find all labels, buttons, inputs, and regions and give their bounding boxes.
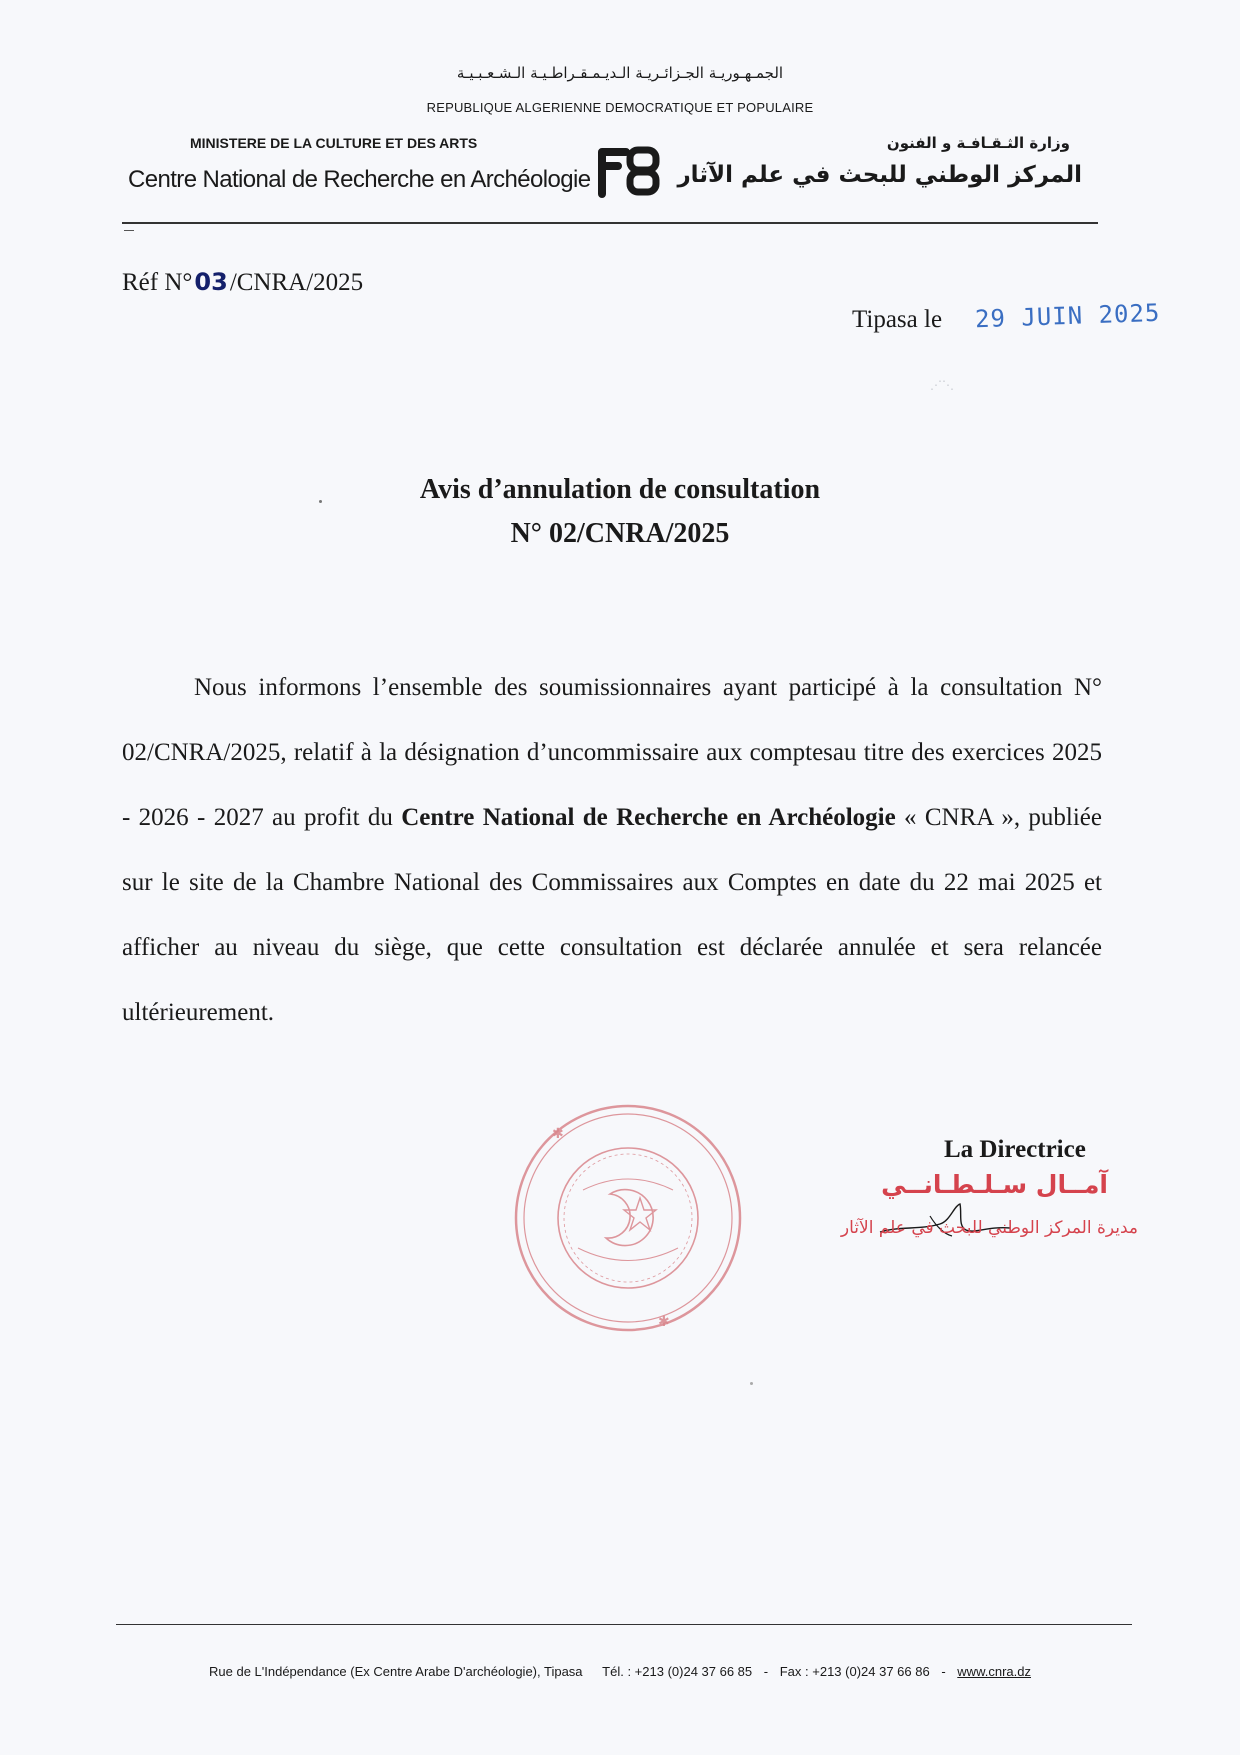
republic-arabic: الجمـهـوريـة الجـزائـريـة الـديـمـقـراطـيـة الـشـعـبـيـة [456,64,784,82]
ministry-arabic: وزارة الثـقـافـة و الفنون [886,134,1070,152]
footer-contact: Rue de L'Indépendance (Ex Centre Arabe D'archéologie), Tipasa Tél. : +213 (0)24 37 66 85 - Fax : +213 (0)24 37 66 86 - www.cnra.dz [209,1664,1031,1679]
official-seal [508,1098,748,1343]
header-mark [124,230,134,231]
republic-french: REPUBLIQUE ALGERIENNE DEMOCRATIQUE ET POPULAIRE [426,100,814,115]
body-part-1: Nous informons l’ensemble des soumissionnaires ayant participé à la consultation N° 02/CNRA/2025, relatif à la désignation d’uncommissaire aux comptesau titre des exercices 2025 - 2026 - 2027 au profit du [122,674,1102,831]
place-label: Tipasa le [852,306,943,333]
ink-speck [750,1382,753,1385]
header-divider [122,222,1098,224]
body-centre-name: Centre National de Recherche en Archéologie [401,804,896,831]
svg-text:✱: ✱ [658,1314,670,1330]
ministry-french: MINISTERE DE LA CULTURE ET DES ARTS [190,135,478,151]
title-line-1: Avis d’annulation de consultation [419,474,821,505]
body-part-2: « CNRA », publiée sur le site de la Chambre National des Commissaires aux Comptes en date du 22 mai 2025 et afficher au niveau du siège, que cette consultation est déclarée annulée et sera relancée ultérieurement. [122,804,1102,1026]
ink-dot [319,500,322,503]
signatory-title: La Directrice [944,1136,1086,1163]
footer-divider [116,1624,1132,1625]
centre-name-french: Centre National de Recherche en Archéologie [128,166,591,193]
footer-website-link[interactable]: www.cnra.dz [957,1664,1031,1679]
reference-suffix: /CNRA/2025 [229,269,364,296]
signatory-name-arabic: آمــال سـلـطـانــي [881,1170,1108,1199]
footer-address: Rue de L'Indépendance (Ex Centre Arabe D'archéologie), Tipasa [209,1664,583,1679]
body-paragraph [122,655,1102,1045]
footer-tel: Tél. : +213 (0)24 37 66 85 [602,1664,753,1679]
footer-fax: Fax : +213 (0)24 37 66 86 [779,1664,930,1679]
title-line-2: N° 02/CNRA/2025 [510,518,730,549]
reference-line [122,268,363,297]
centre-name-arabic: المركز الوطني للبحث في علم الآثار [677,162,1082,188]
document-title [0,468,1240,556]
svg-text:✱: ✱ [552,1126,564,1142]
faint-smudge: ⋰⋱ [930,378,954,392]
reference-prefix: Réf N° [122,269,193,296]
signatory-role-arabic: مديرة المركز الوطني للبحث في علم الآثار [840,1218,1138,1238]
date-stamp: 29 JUIN 2025 [974,298,1161,334]
cnra-logo [598,146,660,203]
reference-number: 03 [194,268,228,296]
